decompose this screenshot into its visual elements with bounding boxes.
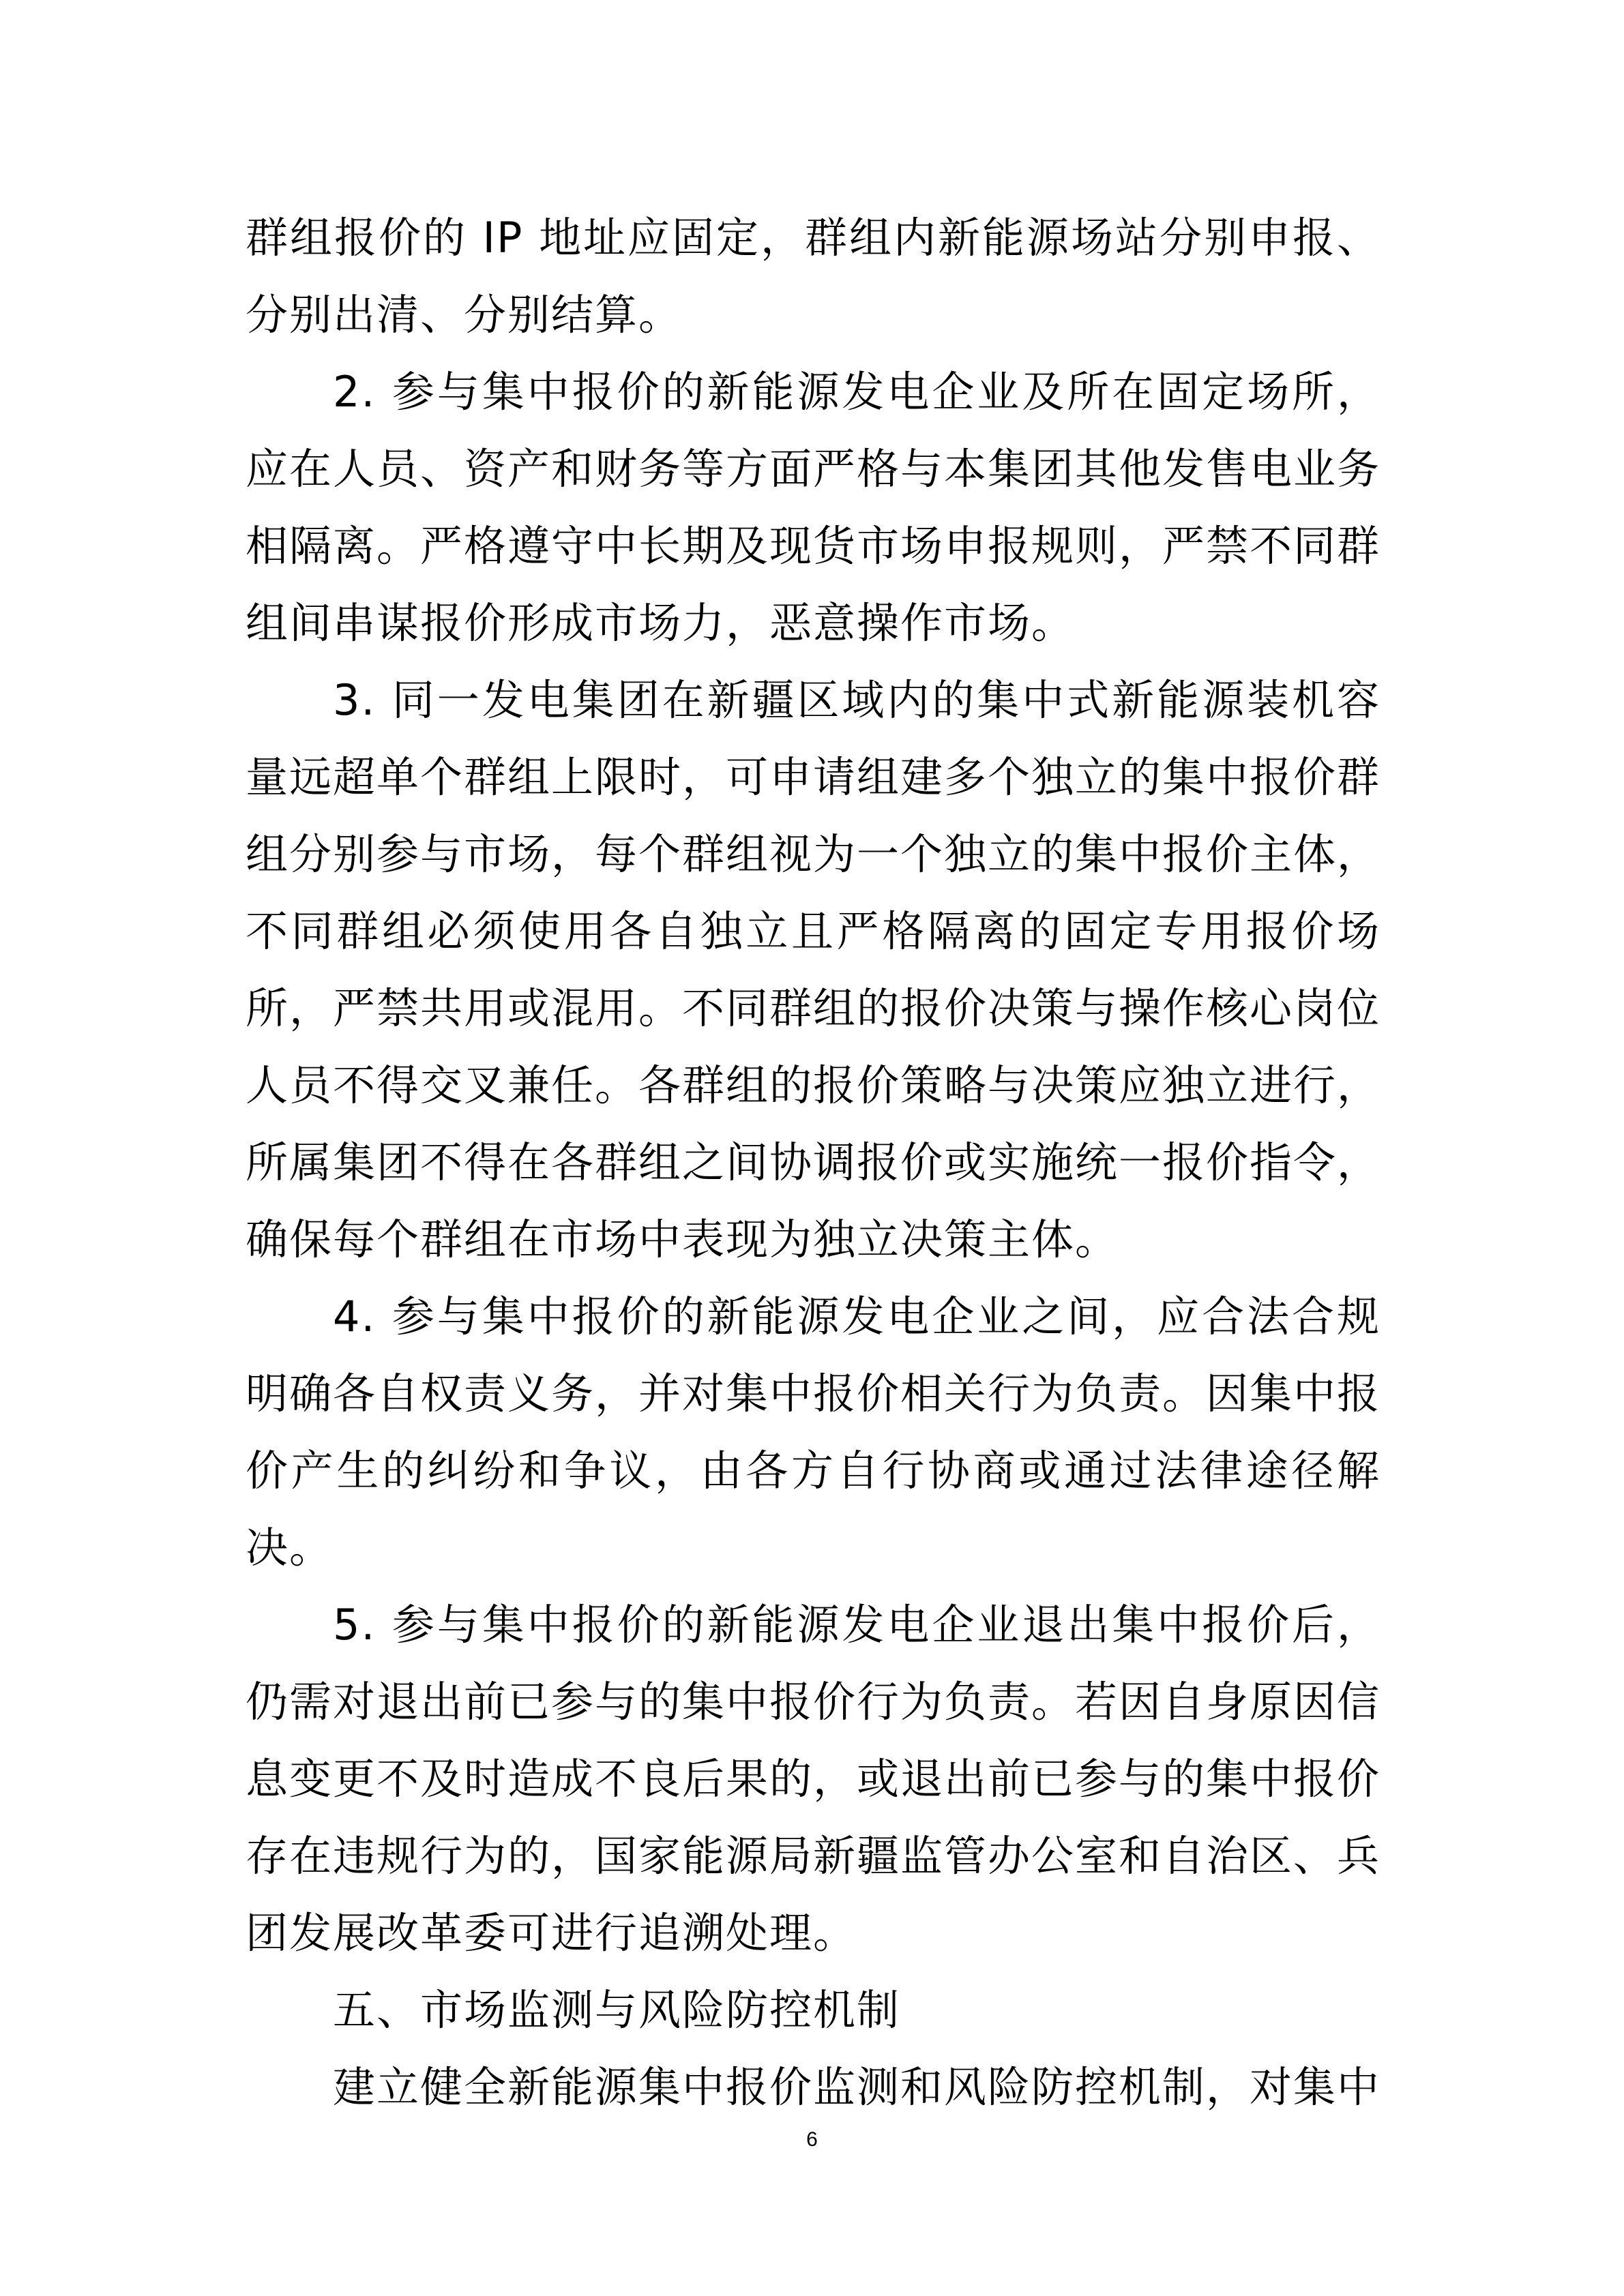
page-number: 6: [806, 2128, 818, 2151]
body-text: [246, 199, 1381, 2126]
paragraph-section-intro: 建立健全新能源集中报价监测和风险防控机制，对集中: [333, 2062, 1381, 2112]
paragraph-item-2: 2. 参与集中报价的新能源发电企业及所在固定场所，应在人员、资产和财务等方面严格与本集团其他发售电业务相隔离。严格遵守中长期及现货市场申报规则，严禁不同群组间串谋报价形成市场力，恶意操作市场。: [246, 367, 1381, 648]
section-heading: 五、市场监测与风险防控机制: [333, 1985, 901, 2035]
paragraph-item-4: 4. 参与集中报价的新能源发电企业之间，应合法合规明确各自权责义务，并对集中报价相关行为负责。因集中报价产生的纠纷和争议，由各方自行协商或通过法律途径解决。: [246, 1292, 1381, 1572]
paragraph-item-3: 3. 同一发电集团在新疆区域内的集中式新能源装机容量远超单个群组上限时，可申请组建多个独立的集中报价群组分别参与市场，每个群组视为一个独立的集中报价主体，不同群组必须使用各自独立且严格隔离的固定专用报价场所，严禁共用或混用。不同群组的报价决策与操作核心岗位人员不得交叉兼任。各群组的报价策略与决策应独立进行，所属集团不得在各群组之间协调报价或实施统一报价指令，确保每个群组在市场中表现为独立决策主体。: [246, 675, 1381, 1264]
paragraph-item-5: 5. 参与集中报价的新能源发电企业退出集中报价后，仍需对退出前已参与的集中报价行为负责。若因自身原因信息变更不及时造成不良后果的，或退出前已参与的集中报价存在违规行为的，国家能源局新疆监管办公室和自治区、兵团发展改革委可进行追溯处理。: [246, 1600, 1381, 1958]
paragraph-continuation: 群组报价的 IP 地址应固定，群组内新能源场站分别申报、分别出清、分别结算。: [246, 213, 1381, 340]
